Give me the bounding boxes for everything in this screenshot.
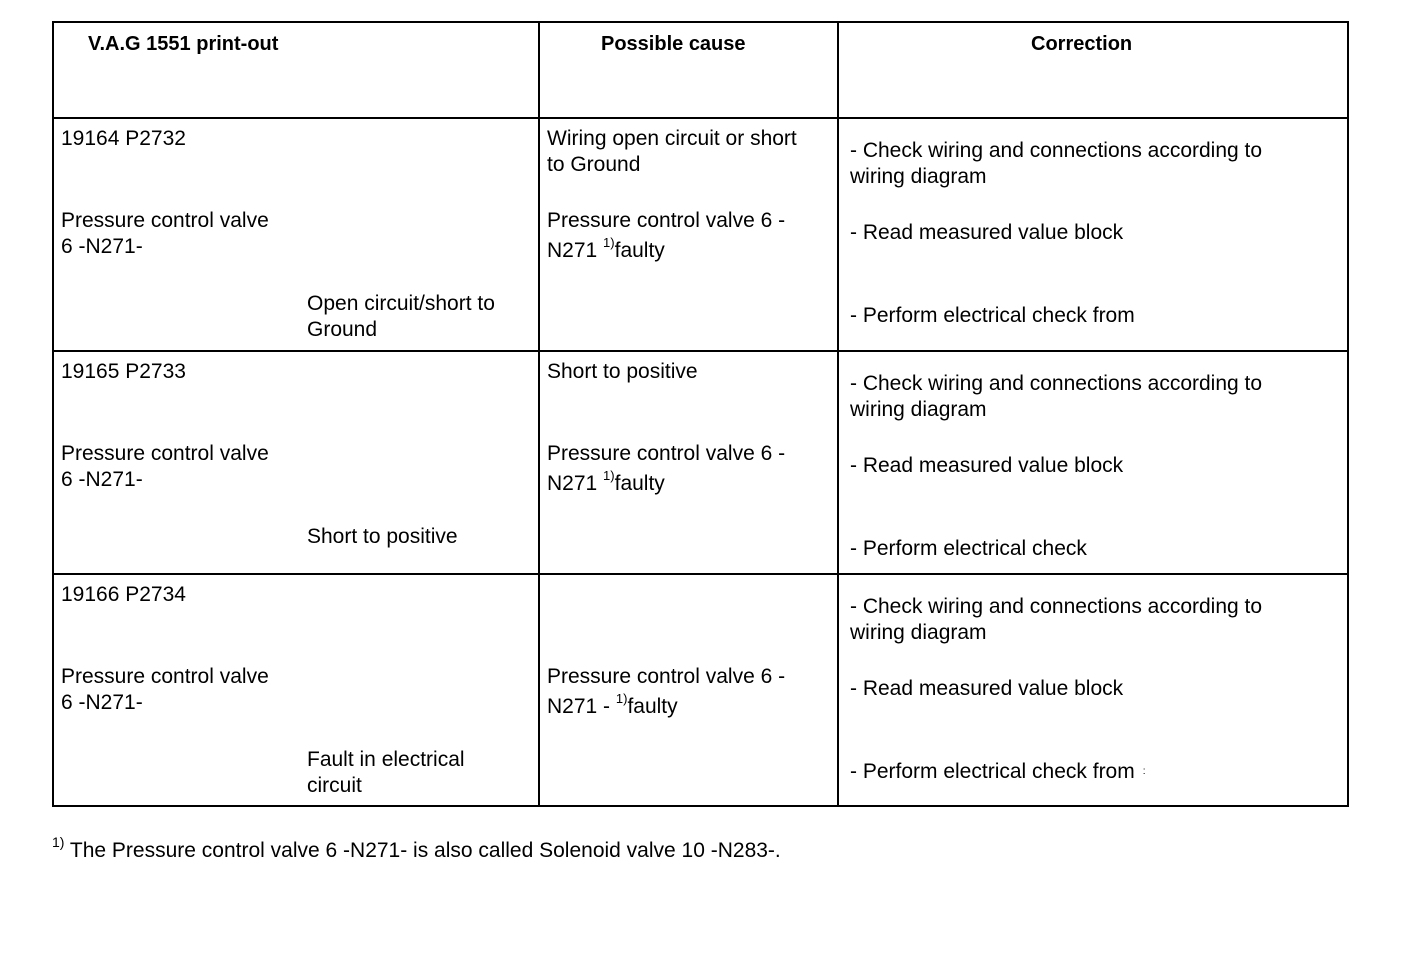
header-printout: V.A.G 1551 print-out [88,33,279,55]
correction-check-wiring: - Check wiring and connections according to wiring diagram [850,139,1263,188]
correction-electrical-check: - Perform electrical check from : [850,760,1146,783]
correction-check-wiring: - Check wiring and connections according to wiring diagram [850,372,1263,421]
correction-electrical-check: - Perform electrical check [850,537,1087,560]
footnote-marker: 1) [52,834,65,850]
row-divider-1 [54,350,1347,352]
footnote-text: The Pressure control valve 6 -N271- is also called Solenoid valve 10 -N283-. [64,839,781,862]
correction-electrical-check: - Perform electrical check from [850,304,1135,327]
component-name: Pressure control valve 6 -N271- [61,209,269,258]
correction-read-mvb: - Read measured value block [850,677,1124,700]
possible-cause-1: Wiring open circuit or short to Ground [547,127,797,176]
correction-check-wiring: - Check wiring and connections according to wiring diagram [850,595,1263,644]
footnote [52,834,781,864]
possible-cause-1: Short to positive [547,360,698,383]
fault-condition: Open circuit/short to Ground [307,292,495,341]
row-divider-2 [54,573,1347,575]
possible-cause-2: Pressure control valve 6 - N271 $^{1)}$faulty [547,442,786,495]
fault-condition: Fault in electrical circuit [307,748,465,797]
fault-code: 19164 P2732 [61,127,186,150]
header-correction: Correction [1031,33,1133,55]
component-name: Pressure control valve 6 -N271- [61,665,269,714]
correction-read-mvb: - Read measured value block [850,454,1124,477]
component-name: Pressure control valve 6 -N271- [61,442,269,491]
fault-code: 19166 P2734 [61,583,186,606]
correction-read-mvb: - Read measured value block [850,221,1124,244]
header-possible-cause: Possible cause [601,33,746,55]
footnote-marker: 1) [603,468,615,483]
fault-condition: Short to positive [307,525,458,548]
footnote-marker: 1) [615,691,628,706]
possible-cause-2: Pressure control valve 6 - N271 $^{1)}$faulty [547,209,786,262]
fault-code: 19165 P2733 [61,360,186,383]
possible-cause-2: Pressure control valve 6 - N271 - $^{1)}$faulty [547,665,786,718]
footnote-marker: 1) [603,235,615,250]
trailing-mark: : [1142,766,1146,778]
column-divider-1 [538,23,540,805]
row-divider-header [54,117,1347,119]
column-divider-2 [837,23,839,805]
